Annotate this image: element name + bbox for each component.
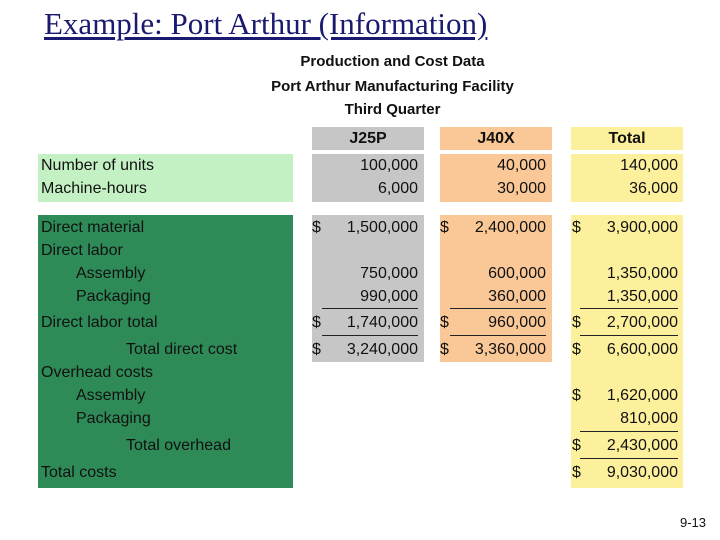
column-header-j25p: J25P: [312, 127, 424, 150]
units-total: 140,000: [620, 157, 678, 174]
total-direct-cost-label: Total direct cost: [126, 341, 238, 358]
direct-labor-total-j40x: $ 960,000: [440, 314, 546, 331]
direct-labor-total-label: Direct labor total: [41, 314, 158, 331]
oh-assembly-label: Assembly: [76, 387, 146, 404]
total-costs-label: Total costs: [41, 464, 117, 481]
direct-material-j40x: $ 2,400,000: [440, 219, 546, 236]
dl-packaging-total: 1,350,000: [606, 288, 678, 305]
direct-cost-rule-total: [580, 335, 678, 336]
column-header-j40x: J40X: [440, 127, 552, 150]
dl-assembly-j40x: 600,000: [488, 265, 546, 282]
direct-material-total: $ 3,900,000: [572, 219, 678, 236]
machine-hours-j25p: 6,000: [377, 180, 418, 197]
direct-material-j25p: $ 1,500,000: [312, 219, 418, 236]
oh-assembly-total: $ 1,620,000: [572, 387, 678, 404]
total-direct-cost-j25p: $ 3,240,000: [312, 341, 418, 358]
dl-packaging-label: Packaging: [76, 288, 151, 305]
direct-labor-label: Direct labor: [41, 242, 123, 259]
units-j40x: 40,000: [497, 157, 546, 174]
table-title-line-2: Port Arthur Manufacturing Facility: [271, 78, 514, 95]
slide-title: Example: Port Arthur (Information): [44, 6, 488, 41]
machine-hours-label: Machine-hours: [41, 180, 147, 197]
direct-cost-rule-j25p: [322, 335, 418, 336]
subtotal-rule-total: [580, 308, 678, 309]
subtotal-rule-j40x: [450, 308, 546, 309]
dl-assembly-j25p: 750,000: [360, 265, 418, 282]
dl-assembly-total: 1,350,000: [606, 265, 678, 282]
machine-hours-j40x: 30,000: [497, 180, 546, 197]
overhead-rule-total: [580, 431, 678, 432]
oh-packaging-total: 810,000: [620, 410, 678, 427]
total-overhead-label: Total overhead: [126, 437, 231, 454]
dl-assembly-label: Assembly: [76, 265, 146, 282]
units-label: Number of units: [41, 157, 154, 174]
dl-packaging-j25p: 990,000: [360, 288, 418, 305]
total-costs-total: $ 9,030,000: [572, 464, 678, 481]
machine-hours-total: 36,000: [629, 180, 678, 197]
oh-packaging-label: Packaging: [76, 410, 151, 427]
table-title-line-1: Production and Cost Data: [300, 53, 485, 70]
total-costs-rule-total: [580, 458, 678, 459]
dl-packaging-j40x: 360,000: [488, 288, 546, 305]
total-direct-cost-total: $ 6,600,000: [572, 341, 678, 358]
total-overhead-total: $ 2,430,000: [572, 437, 678, 454]
direct-cost-rule-j40x: [450, 335, 546, 336]
units-j25p: 100,000: [360, 157, 418, 174]
table-title-line-3: Third Quarter: [344, 101, 441, 118]
direct-labor-total-total: $ 2,700,000: [572, 314, 678, 331]
page-number: 9-13: [679, 515, 706, 530]
overhead-costs-label: Overhead costs: [41, 364, 154, 381]
subtotal-rule-j25p: [322, 308, 418, 309]
direct-material-label: Direct material: [41, 219, 145, 236]
column-header-total: Total: [571, 127, 683, 150]
direct-labor-total-j25p: $ 1,740,000: [312, 314, 418, 331]
total-direct-cost-j40x: $ 3,360,000: [440, 341, 546, 358]
